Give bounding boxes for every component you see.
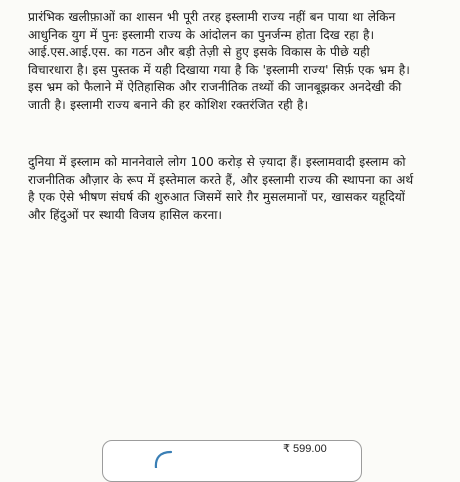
text-line: आई.एस.आई.एस. का गठन और बड़ी तेज़ी से हुए इसके विकास के पीछे यही (28, 45, 370, 60)
text-line: है एक ऐसे भीषण संघर्ष की शुरुआत जिसमें सारे ग़ैर मुसलमानों पर, खासकर यहूदियों (28, 190, 405, 205)
price-label: ₹ 599.00 (283, 443, 327, 455)
barcode-mark-icon (150, 448, 174, 468)
text-line: आधुनिक युग में पुनः इस्लामी राज्य के आंदोलन का पुनर्जन्म होता दिख रहा है। (28, 27, 375, 42)
text-line: जाती है। इस्लामी राज्य बनाने की हर कोशिश रक्तरंजित रही है। (28, 97, 309, 112)
text-line: विचारधारा है। इस पुस्तक में यही दिखाया गया है कि 'इस्लामी राज्य' सिर्फ़ एक भ्रम है। (28, 62, 410, 77)
text-line: दुनिया में इस्लाम को माननेवाले लोग 100 करोड़ से ज़्यादा हैं। इस्लामवादी इस्लाम को (28, 155, 406, 169)
text-line: राजनीतिक औज़ार के रूप में इस्तेमाल करते हैं, और इस्लामी राज्य की स्थापना का अर्थ (28, 172, 414, 187)
blurb-paragraph-1 (28, 9, 442, 115)
text-line: इस भ्रम को फैलाने में ऐतिहासिक और राजनीतिक तथ्यों की जानबूझकर अनदेखी की (28, 80, 402, 95)
text-line: और हिंदुओं पर स्थायी विजय हासिल करना। (28, 207, 223, 222)
blurb-paragraph-2 (28, 154, 442, 224)
text-line: प्रारंभिक खलीफ़ाओं का शासन भी पूरी तरह इस्लामी राज्य नहीं बन पाया था लेकिन (28, 10, 396, 24)
